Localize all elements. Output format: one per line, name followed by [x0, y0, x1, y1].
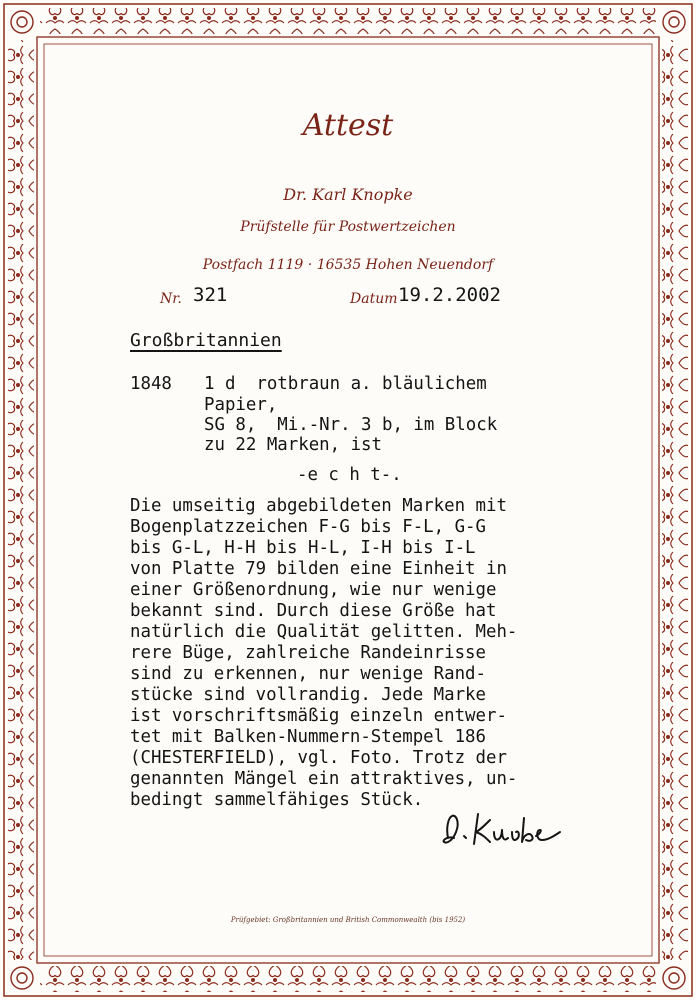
examiner-address: Postfach 1119 · 16535 Hohen Neuendorf: [202, 257, 494, 273]
certificate-date: 19.2.2002: [398, 284, 501, 306]
issue-year: 1848: [130, 374, 172, 394]
body-line: ist vorschriftsmäßig einzeln entwer-: [130, 706, 507, 726]
number-label: Nr.: [160, 291, 182, 307]
body-line: natürlich die Qualität gelitten. Meh-: [130, 622, 518, 642]
body-line: von Platte 79 bilden eine Einheit in: [130, 559, 507, 579]
date-label: Datum: [350, 291, 398, 307]
certificate-number: 321: [193, 284, 228, 306]
description-line: zu 22 Marken, ist: [204, 435, 382, 455]
examiner-name: Dr. Karl Knopke: [283, 185, 413, 204]
description-line: 1 d rotbraun a. bläulichem: [204, 374, 487, 394]
body-line: sind zu erkennen, nur wenige Rand-: [130, 664, 486, 684]
description-line: SG 8, Mi.-Nr. 3 b, im Block: [204, 415, 498, 435]
body-line: bis G-L, H-H bis H-L, I-H bis I-L: [130, 538, 476, 558]
body-line: Die umseitig abgebildeten Marken mit: [130, 496, 507, 516]
footer-note: Prüfgebiet: Großbritannien und British Commonwealth (bis 1952): [230, 916, 466, 924]
body-line: tet mit Balken-Nummern-Stempel 186: [130, 727, 486, 747]
body-line: (CHESTERFIELD), vgl. Foto. Trotz der: [130, 748, 507, 768]
handwritten-signature: [438, 808, 568, 854]
body-line: stücke sind vollrandig. Jede Marke: [130, 685, 486, 705]
description-line: Papier,: [204, 395, 278, 415]
certificate-title: Attest: [302, 108, 394, 143]
body-line: bedingt sammelfähiges Stück.: [130, 790, 424, 810]
body-line: genannten Mängel ein attraktives, un-: [130, 769, 518, 789]
examiner-office: Prüfstelle für Postwertzeichen: [240, 219, 456, 235]
body-line: Bogenplatzzeichen F-G bis F-L, G-G: [130, 517, 486, 537]
body-line: bekannt sind. Durch diese Größe hat: [130, 601, 497, 621]
verdict-genuine: -e c h t-.: [297, 465, 402, 485]
country-heading: Großbritannien: [130, 330, 282, 351]
body-line: einer Größenordnung, wie nur wenige: [130, 580, 497, 600]
body-line: rere Büge, zahlreiche Randeinrisse: [130, 643, 486, 663]
